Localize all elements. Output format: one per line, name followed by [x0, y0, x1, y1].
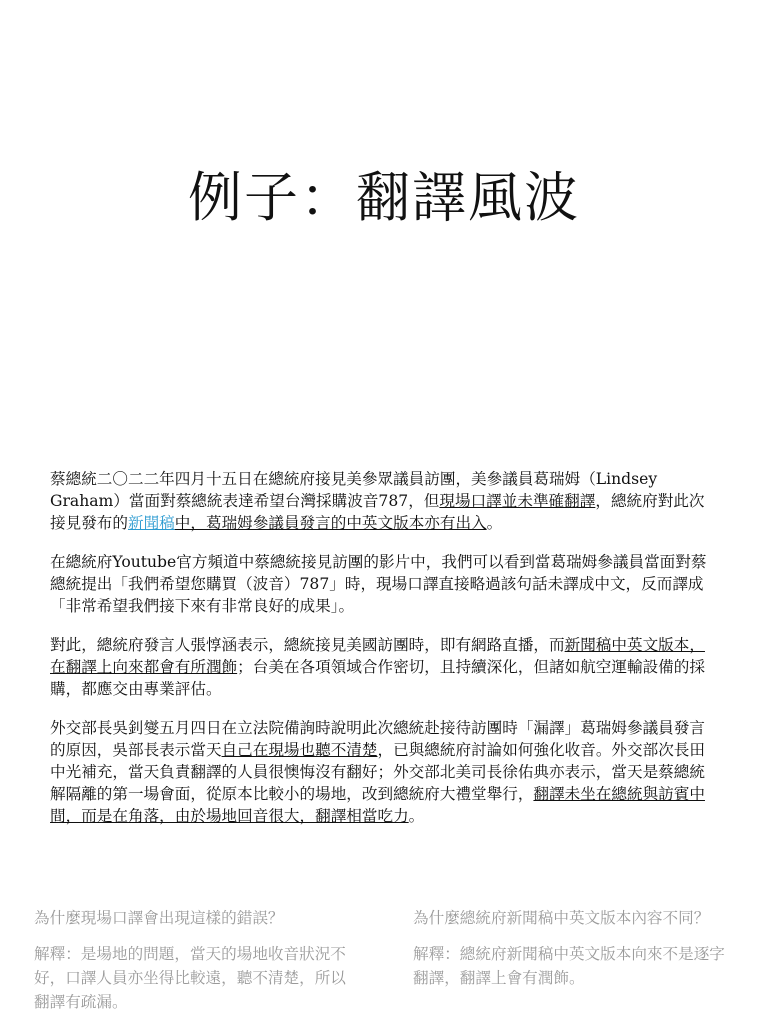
question-block-2 — [413, 906, 735, 990]
paragraph-2 — [50, 551, 720, 617]
text-span: ，已與總統府討論如何強化收音。外交部次長田中光補充，當天負責翻譯的人員很懊悔沒有翻好；外交部北美司長徐佑典亦表示，當天是蔡總統解隔離的第一場會面，從原本比較小的場地，改到總統府大禮堂舉行， — [50, 741, 705, 803]
answer-text: 解釋：總統府新聞稿中英文版本向來不是逐字翻譯，翻譯上會有潤飾。 — [413, 945, 725, 987]
press-release-link[interactable]: 新聞稿 — [127, 514, 175, 532]
paragraph-3 — [50, 634, 720, 700]
question-text: 為什麼總統府新聞稿中英文版本內容不同？ — [413, 909, 710, 927]
page-title: 例子：翻譯風波 — [188, 166, 580, 229]
question-text: 為什麼現場口譯會出現這樣的錯誤？ — [34, 909, 284, 927]
text-span: 。 — [486, 514, 503, 532]
text-span: ；台美在各項領域合作密切，且持續深化，但諸如航空運輸設備的採購，都應交由專業評估。 — [50, 658, 705, 698]
paragraph-4 — [50, 717, 720, 827]
answer-text: 解釋：是場地的問題，當天的場地收音狀況不好，口譯人員亦坐得比較遠，聽不清楚，所以翻譯有疏漏。 — [34, 945, 346, 1011]
text-span: 外交部長吳釗燮五月四日在立法院備詢時說明此次總統赴接待訪團時「漏譯」葛瑞姆參議員發言的原因，吳部長表示當天 — [50, 719, 705, 759]
article-body — [50, 468, 720, 844]
text-span: 對此，總統府發言人張惇涵表示，總統接見美國訪團時，即有網路直播，而 — [50, 636, 565, 654]
text-span: 。 — [408, 807, 425, 825]
text-span: ，總統府對此次接見發布的 — [50, 492, 705, 532]
text-span: 在總統府Youtube官方頻道中蔡總統接見訪團的影片中，我們可以看到當葛瑞姆參議員當面對蔡總統提出「我們希望您購買（波音）787」時，現場口譯直接略過該句話未譯成中文，反而譯成「非常希望我們接下來有非常良好的成果」。 — [50, 553, 707, 615]
paragraph-1 — [50, 468, 720, 534]
underlined-text: 現場口譯並未準確翻譯 — [439, 492, 596, 510]
underlined-text: 新聞稿中英文版本，在翻譯上向來都會有所潤飾 — [50, 636, 705, 676]
underlined-text: 自己在現場也聽不清楚 — [221, 741, 378, 759]
text-span: 蔡總統二〇二二年四月十五日在總統府接見美參眾議員訪團，美參議員葛瑞姆（Lindsey Graham）當面對蔡總統表達希望台灣採購波音787，但 — [50, 470, 658, 510]
underlined-text: 中，葛瑞姆參議員發言的中英文版本亦有出入 — [174, 514, 487, 532]
question-block-1 — [34, 906, 352, 1014]
underlined-text: 翻譯未坐在總統與訪賓中間，而是在角落，由於場地回音很大，翻譯相當吃力 — [50, 785, 705, 825]
